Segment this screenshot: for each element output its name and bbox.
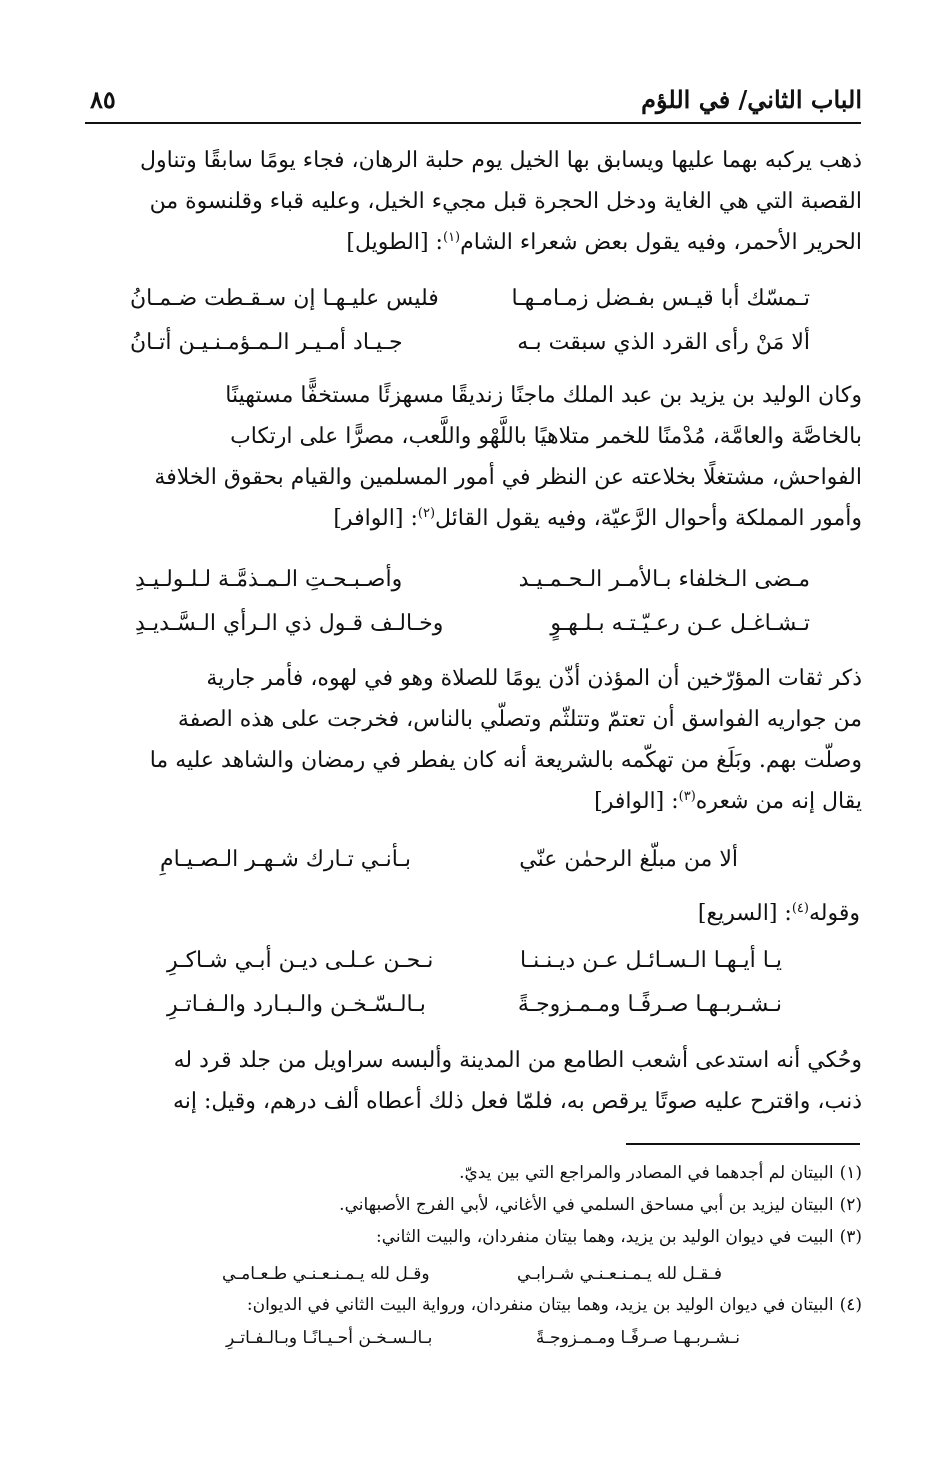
verse-line <box>135 565 810 595</box>
verse-hemistich-second: بـالـسّـخـن والـبـارد والـفـاتـرِ <box>167 992 426 1017</box>
paragraph-line: من جواريه الفواسق أن تعتمّ وتتلثّم وتصلّي بالناس، فخرجت على هذه الصفة <box>177 707 862 732</box>
verse-line <box>160 845 738 875</box>
footnote-number: (١) <box>839 1163 862 1183</box>
verse-line <box>130 328 810 358</box>
verse-hemistich-first: تـمسّك أبا قيـس بفـضل زمـامـهـا <box>511 286 810 311</box>
paragraph-3 <box>90 658 862 822</box>
footnote-ref[interactable]: (١) <box>442 230 461 245</box>
verse-hemistich-second: نـحـن عـلـى ديـن أبـي شـاكـرِ <box>167 948 434 973</box>
footnote-number: (٤) <box>839 1295 862 1315</box>
meter-label: : [الوافر] <box>333 506 418 531</box>
footnote-4 <box>82 1292 862 1318</box>
verse-hemistich-second: وقـل لله يـمـنـعـنـي طـعـامـي <box>222 1264 430 1284</box>
paragraph-line: وحُكي أنه استدعى أشعب الطامع من المدينة وألبسه سراويل من جلد قرد له <box>173 1048 862 1073</box>
verse-line <box>167 946 782 976</box>
page-number: ٨٥ <box>90 85 116 114</box>
paragraph-line: ذكر ثقات المؤرّخين أن المؤذن أذّن يومًا للصلاة وهو في لهوه، فأمر جارية <box>206 666 862 691</box>
paragraph-line: ذهب يركبه بهما عليها ويسابق بها الخيل يوم حلبة الرهان، فجاء يومًا سابقًا وتناول <box>140 148 862 173</box>
footnote-text: البيتان في ديوان الوليد بن يزيد، وهما بيتان منفردان، ورواية البيت الثاني في الديوان: <box>246 1295 834 1315</box>
verse-hemistich-second: وأصـبـحـتِ الـمـذمَّـة لـلـولـيـدِ <box>135 567 403 592</box>
footnote-3 <box>82 1224 862 1250</box>
line-text: وأمور المملكة وأحوال الرَّعيّة، وفيه يقول القائل <box>435 506 862 531</box>
footnote-ref[interactable]: (٢) <box>417 506 436 521</box>
footnote-text: البيتان لم أجدهما في المصادر والمراجع التي بين يديّ. <box>459 1163 834 1183</box>
verse-hemistich-first: ألا من مبلّغ الرحمٰن عنّي <box>519 847 738 872</box>
verse-hemistich-first: مـضى الـخلفاء بـالأمـر الـحـمـيـد <box>518 567 810 592</box>
footnote-text: البيت في ديوان الوليد بن يزيد، وهما بيتان منفردان، والبيت الثاني: <box>376 1227 834 1247</box>
verse-hemistich-first: نـشـربـهـا صـرفًـا ومـمـزوجـةً <box>535 1328 740 1348</box>
footnote-2 <box>82 1192 862 1218</box>
paragraph-line: وصلّت بهم. وبَلَغ من تهكّمه بالشريعة أنه كان يفطر في رمضان والشاهد عليه ما <box>149 748 862 773</box>
paragraph-line: وكان الوليد بن يزيد بن عبد الملك ماجنًا زنديقًا مسهزئًا مستخفًّا مستهينًا <box>225 383 862 408</box>
paragraph-line <box>90 781 862 822</box>
paragraph-line: ذنب، واقترح عليه صوتًا يرقص به، فلمّا فعل ذلك أعطاه ألف درهم، وقيل: إنه <box>172 1089 862 1114</box>
verse-hemistich-first: يـا أيـهـا الـسـائـل عـن ديـنـنـا <box>519 948 782 973</box>
paragraph-line <box>90 222 862 263</box>
footnote-1 <box>82 1160 862 1186</box>
meter-label: : [السريع] <box>697 901 792 926</box>
verse-hemistich-first: تـشـاغـل عـن رعـيّـتـه بـلـهـوٍ <box>550 611 810 636</box>
paragraph-1 <box>90 140 862 263</box>
paragraph-line: القصبة التي هي الغاية ودخل الحجرة قبل مجيء الخيل، وعليه قباء وقلنسوة من <box>149 189 862 214</box>
verse-hemistich-second: وخـالـف قـول ذي الـرأي الـسَّـديـدِ <box>135 611 444 636</box>
verse-hemistich-first: فـقـل لله يـمـنـعـنـي شـرابـي <box>517 1264 722 1284</box>
paragraph-4 <box>90 1040 862 1122</box>
verse-hemistich-second: فليس عليـهـا إن سـقـطت ضـمـانُ <box>130 286 439 311</box>
footnote-text: البيتان ليزيد بن أبي مساحق السلمي في الأغاني، لأبي الفرج الأصبهاني. <box>339 1195 834 1215</box>
footnote-ref[interactable]: (٤) <box>791 901 809 916</box>
line-text: يقال إنه من شعره <box>695 789 862 814</box>
verse-line <box>130 284 810 314</box>
meter-label: : [الطويل] <box>346 230 443 255</box>
paragraph-line: بالخاصَّة والعامَّة، مُدْمنًا للخمر متلاهيًا باللَّهْو واللَّعب، مصرًّا على ارتكاب <box>230 424 862 449</box>
footnote-number: (٣) <box>839 1227 862 1247</box>
paragraph-line <box>90 498 862 539</box>
verse-intro <box>460 899 860 929</box>
footnote-rule <box>626 1143 860 1145</box>
line-text: الحرير الأحمر، وفيه يقول بعض شعراء الشام <box>460 230 862 255</box>
verse-hemistich-second: جـيـاد أمـيـر الـمـؤمـنـيـن أتـانُ <box>130 330 403 355</box>
meter-label: : [الوافر] <box>594 789 679 814</box>
footnote-ref[interactable]: (٣) <box>678 789 696 804</box>
verse-hemistich-second: بـالـسـخـن أحـيـانًـا وبـالـفـاتـرِ <box>226 1328 433 1348</box>
header-rule <box>85 122 861 124</box>
paragraph-line: الفواحش، مشتغلًا بخلاعته عن النظر في أمور المسلمين والقيام بحقوق الخلافة <box>154 465 862 490</box>
footnote-number: (٢) <box>839 1195 862 1215</box>
verse-line <box>135 609 810 639</box>
verse-hemistich-first: ألا مَنْ رأى القرد الذي سبقت بـه <box>517 330 810 355</box>
running-head: الباب الثاني/ في اللؤم <box>641 85 862 114</box>
verse-line <box>167 990 782 1020</box>
verse-hemistich-first: نـشـربـهـا صـرفًـا ومـمـزوجـةً <box>517 992 782 1017</box>
paragraph-2 <box>90 375 862 539</box>
line-text: وقوله <box>808 901 860 926</box>
verse-hemistich-second: بـأنـي تـارك شـهـر الـصـيـامِ <box>160 847 411 872</box>
